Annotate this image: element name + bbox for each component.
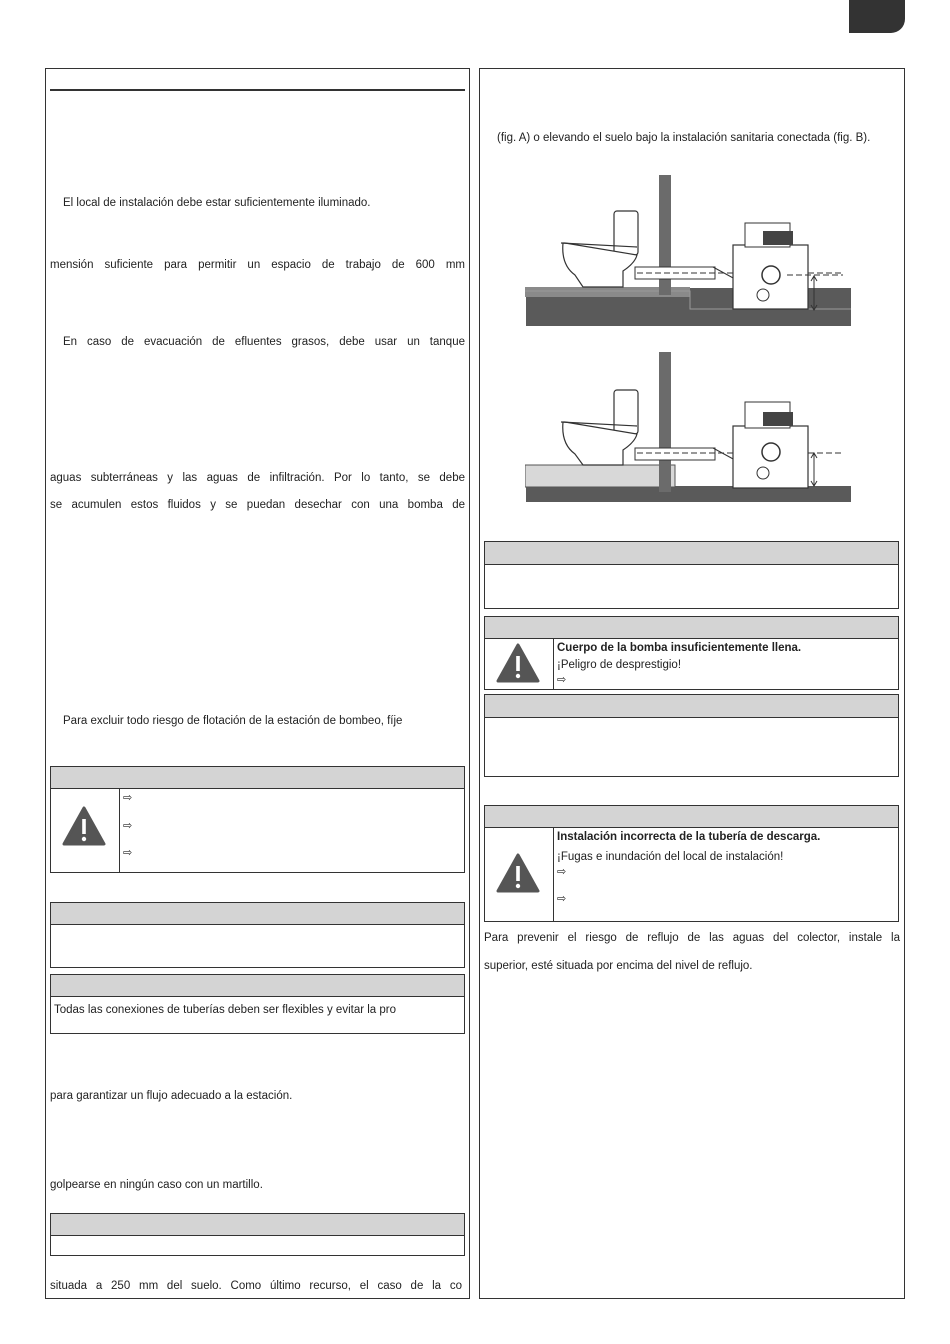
left-paragraph-4: aguas subterráneas y las aguas de infiltración. Por lo tanto, se debe xyxy=(50,472,465,484)
left-paragraph-9: situada a 250 mm del suelo. Como último recurso, el caso de la co xyxy=(50,1280,462,1292)
right-paragraph-3: superior, esté situada por encima del nivel de reflujo. xyxy=(484,960,753,972)
left-paragraph-1: El local de instalación debe estar suficientemente iluminado. xyxy=(63,197,371,209)
note-box-right-2 xyxy=(484,694,899,777)
arrow-icon: ⇨ xyxy=(557,866,567,878)
note-box-header xyxy=(51,903,464,925)
left-paragraph-6: Para excluir todo riesgo de flotación de la estación de bombeo, fíje xyxy=(63,715,403,727)
note-box-right-1 xyxy=(484,541,899,609)
note-box-2 xyxy=(50,974,465,1034)
warning-subtitle: ¡Fugas e inundación del local de instalación! xyxy=(557,851,784,863)
note-box-header xyxy=(485,695,898,718)
note-box-2-text: Todas las conexiones de tuberías deben ser flexibles y evitar la pro xyxy=(54,1004,397,1016)
warning-box-header xyxy=(485,806,898,828)
arrow-icon: ⇨ xyxy=(557,893,567,905)
left-paragraph-3: En caso de evacuación de efluentes grasos, debe usar un tanque xyxy=(63,336,465,348)
arrow-icon: ⇨ xyxy=(123,792,133,804)
left-paragraph-8: golpearse en ningún caso con un martillo. xyxy=(50,1179,263,1191)
left-paragraph-5: se acumulen estos fluidos y se puedan desechar con una bomba de xyxy=(50,499,465,511)
section-rule xyxy=(50,89,465,91)
left-paragraph-7: para garantizar un flujo adecuado a la estación. xyxy=(50,1090,293,1102)
note-box-header xyxy=(485,542,898,565)
warning-triangle-icon xyxy=(496,853,540,893)
warning-triangle-icon xyxy=(496,643,540,683)
warning-title: Cuerpo de la bomba insuficientemente llena. xyxy=(557,642,802,654)
warning-triangle-icon xyxy=(62,806,106,846)
right-paragraph-1: (fig. A) o elevando el suelo bajo la instalación sanitaria conectada (fig. B). xyxy=(497,132,871,144)
figure-b-installation-diagram xyxy=(525,352,853,504)
note-box-header xyxy=(51,975,464,997)
left-paragraph-2: mensión suficiente para permitir un espacio de trabajo de 600 mm xyxy=(50,259,465,271)
left-column xyxy=(45,68,470,1299)
warning-box-header xyxy=(485,617,898,639)
warning-icon-cell xyxy=(51,788,120,872)
chapter-tab xyxy=(849,0,905,33)
arrow-icon: ⇨ xyxy=(557,674,567,686)
warning-icon-cell xyxy=(485,827,554,921)
arrow-icon: ⇨ xyxy=(123,820,133,832)
warning-title: Instalación incorrecta de la tubería de descarga. xyxy=(557,831,821,843)
warning-box-right-2 xyxy=(484,805,899,922)
warning-icon-cell xyxy=(485,638,554,689)
figure-a-installation-diagram xyxy=(525,175,853,327)
warning-box-left xyxy=(50,766,465,873)
note-box-3 xyxy=(50,1213,465,1256)
warning-subtitle: ¡Peligro de desprestigio! xyxy=(557,659,682,671)
warning-box-header xyxy=(51,767,464,789)
note-box-1 xyxy=(50,902,465,968)
warning-box-right-1 xyxy=(484,616,899,690)
note-box-header xyxy=(51,1214,464,1236)
arrow-icon: ⇨ xyxy=(123,847,133,859)
right-paragraph-2: Para prevenir el riesgo de reflujo de las aguas del colector, instale la xyxy=(484,932,900,944)
